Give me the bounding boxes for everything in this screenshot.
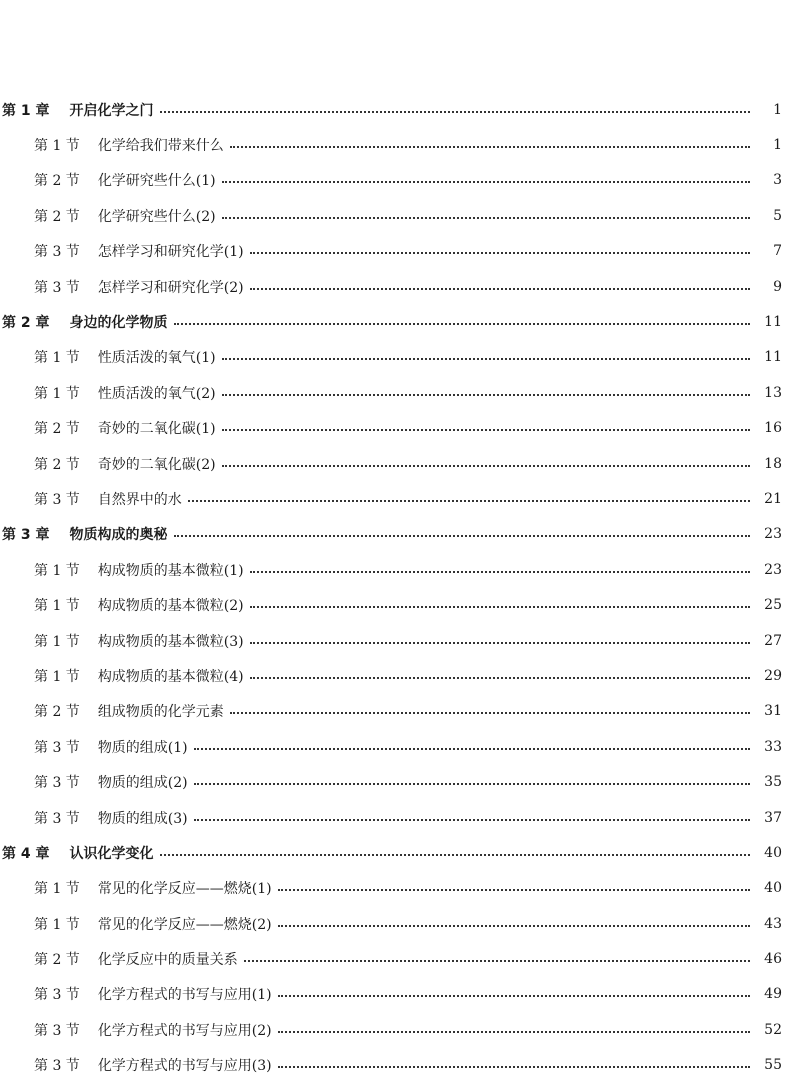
dot-leader [250, 606, 750, 608]
dot-leader [188, 500, 750, 502]
toc-section-row[interactable] [0, 481, 790, 516]
toc-entry-number: 第 2 节 [34, 208, 80, 225]
toc-page-number: 40 [764, 880, 782, 897]
toc-entry-title: 奇妙的二氧化碳(2) [97, 456, 216, 473]
toc-entry-title: 怎样学习和研究化学(2) [97, 279, 244, 296]
toc-section-row[interactable] [0, 977, 790, 1012]
toc-entry-number: 第 3 节 [34, 1022, 80, 1039]
toc-entry-number: 第 1 章 [2, 102, 50, 119]
toc-page-number: 49 [764, 986, 782, 1003]
toc-page-number: 11 [764, 349, 782, 366]
toc-page-number: 1 [773, 137, 782, 154]
toc-entry-number: 第 1 节 [34, 881, 80, 898]
toc-entry-title: 构成物质的基本微粒(2) [97, 598, 244, 615]
toc-entry-title: 常见的化学反应——燃烧(1) [97, 881, 272, 898]
dot-leader [222, 429, 750, 431]
toc-entry-number: 第 2 节 [34, 173, 80, 190]
toc-entry-number: 第 1 节 [34, 138, 80, 155]
toc-entry-number: 第 3 节 [34, 810, 80, 827]
toc-page-number: 18 [764, 455, 782, 472]
toc-page-number: 37 [764, 809, 782, 826]
toc-entry-number: 第 1 节 [34, 350, 80, 367]
toc-chapter-row[interactable] [0, 835, 790, 870]
toc-entry-number: 第 3 节 [34, 279, 80, 296]
dot-leader [160, 111, 751, 113]
toc-entry-title: 性质活泼的氧气(2) [97, 385, 216, 402]
dot-leader [278, 1066, 750, 1068]
toc-entry-number: 第 2 节 [34, 704, 80, 721]
toc-section-row[interactable] [0, 658, 790, 693]
toc-page-number: 16 [764, 420, 782, 437]
dot-leader [230, 712, 750, 714]
toc-chapter-row[interactable] [0, 92, 790, 127]
toc-page-number: 31 [764, 703, 782, 720]
toc-page-number: 9 [773, 278, 782, 295]
toc-entry-title: 身边的化学物质 [69, 315, 168, 332]
toc-entry-number: 第 3 节 [34, 739, 80, 756]
toc-entry-title: 构成物质的基本微粒(3) [97, 633, 244, 650]
dot-leader [174, 323, 751, 325]
toc-section-row[interactable] [0, 764, 790, 799]
toc-entry-number: 第 2 节 [34, 421, 80, 438]
toc-entry-number: 第 3 节 [34, 1058, 80, 1075]
toc-page-number: 21 [764, 490, 782, 507]
toc-entry-title: 化学反应中的质量关系 [97, 952, 238, 969]
toc-page-number: 35 [764, 774, 782, 791]
toc-section-row[interactable] [0, 269, 790, 304]
toc-entry-number: 第 2 节 [34, 456, 80, 473]
dot-leader [222, 217, 750, 219]
dot-leader [222, 181, 750, 183]
toc-section-row[interactable] [0, 163, 790, 198]
dot-leader [194, 819, 750, 821]
dot-leader [194, 748, 750, 750]
toc-section-row[interactable] [0, 234, 790, 269]
toc-section-row[interactable] [0, 906, 790, 941]
toc-page-number: 46 [764, 951, 782, 968]
dot-leader [250, 252, 750, 254]
toc-section-row[interactable] [0, 800, 790, 835]
toc-page-number: 7 [773, 243, 782, 260]
toc-page-number: 25 [764, 597, 782, 614]
toc-entry-title: 物质构成的奥秘 [69, 527, 168, 544]
toc-entry-number: 第 4 章 [2, 845, 50, 862]
toc-entry-number: 第 1 节 [34, 916, 80, 933]
dot-leader [244, 960, 750, 962]
toc-entry-number: 第 1 节 [34, 598, 80, 615]
dot-leader [222, 358, 750, 360]
dot-leader [250, 677, 750, 679]
dot-leader [278, 925, 750, 927]
toc-section-row[interactable] [0, 941, 790, 976]
toc-section-row[interactable] [0, 871, 790, 906]
toc-entry-number: 第 3 节 [34, 244, 80, 261]
dot-leader [278, 1031, 750, 1033]
toc-entry-number: 第 1 节 [34, 668, 80, 685]
toc-entry-number: 第 3 章 [2, 527, 50, 544]
dot-leader [230, 146, 750, 148]
toc-chapter-row[interactable] [0, 304, 790, 339]
toc-section-row[interactable] [0, 198, 790, 233]
toc-entry-title: 化学方程式的书写与应用(2) [97, 1022, 272, 1039]
dot-leader [194, 783, 750, 785]
toc-entry-title: 化学研究些什么(1) [97, 173, 216, 190]
toc-page-number: 55 [764, 1057, 782, 1074]
toc-entry-number: 第 3 节 [34, 775, 80, 792]
toc-section-row[interactable] [0, 1048, 790, 1083]
dot-leader [250, 642, 750, 644]
toc-entry-title: 性质活泼的氧气(1) [97, 350, 216, 367]
toc-page-number: 40 [764, 844, 782, 861]
dot-leader [222, 465, 750, 467]
dot-leader [174, 535, 751, 537]
toc-section-row[interactable] [0, 340, 790, 375]
toc-entry-number: 第 3 节 [34, 491, 80, 508]
toc-section-row[interactable] [0, 587, 790, 622]
toc-entry-title: 认识化学变化 [69, 845, 154, 862]
toc-section-row[interactable] [0, 694, 790, 729]
table-of-contents [0, 92, 790, 1083]
toc-entry-title: 化学方程式的书写与应用(1) [97, 987, 272, 1004]
dot-leader [278, 889, 750, 891]
toc-entry-number: 第 3 节 [34, 987, 80, 1004]
toc-page-number: 27 [764, 632, 782, 649]
toc-entry-number: 第 1 节 [34, 633, 80, 650]
toc-chapter-row[interactable] [0, 517, 790, 552]
toc-page-number: 43 [764, 915, 782, 932]
toc-page-number: 52 [764, 1021, 782, 1038]
toc-entry-number: 第 1 节 [34, 385, 80, 402]
toc-entry-title: 化学给我们带来什么 [97, 138, 224, 155]
toc-page-number: 13 [764, 384, 782, 401]
toc-entry-title: 物质的组成(1) [97, 739, 188, 756]
toc-section-row[interactable] [0, 552, 790, 587]
toc-page-number: 29 [764, 667, 782, 684]
toc-entry-title: 自然界中的水 [97, 491, 182, 508]
toc-entry-number: 第 2 节 [34, 952, 80, 969]
toc-page-number: 3 [773, 172, 782, 189]
toc-entry-number: 第 1 节 [34, 562, 80, 579]
toc-entry-title: 构成物质的基本微粒(1) [97, 562, 244, 579]
toc-section-row[interactable] [0, 375, 790, 410]
toc-entry-title: 怎样学习和研究化学(1) [97, 244, 244, 261]
toc-section-row[interactable] [0, 623, 790, 658]
dot-leader [278, 995, 750, 997]
toc-entry-title: 化学研究些什么(2) [97, 208, 216, 225]
toc-entry-title: 物质的组成(3) [97, 810, 188, 827]
toc-entry-number: 第 2 章 [2, 315, 50, 332]
toc-section-row[interactable] [0, 446, 790, 481]
toc-entry-title: 组成物质的化学元素 [97, 704, 224, 721]
toc-section-row[interactable] [0, 411, 790, 446]
dot-leader [222, 394, 750, 396]
toc-section-row[interactable] [0, 127, 790, 162]
toc-entry-title: 常见的化学反应——燃烧(2) [97, 916, 272, 933]
dot-leader [250, 288, 750, 290]
toc-page-number: 33 [764, 738, 782, 755]
toc-page-number: 23 [764, 561, 782, 578]
dot-leader [160, 854, 751, 856]
toc-entry-title: 构成物质的基本微粒(4) [97, 668, 244, 685]
toc-section-row[interactable] [0, 729, 790, 764]
toc-entry-title: 奇妙的二氧化碳(1) [97, 421, 216, 438]
toc-page-number: 1 [773, 101, 782, 118]
dot-leader [250, 571, 750, 573]
toc-page-number: 5 [773, 207, 782, 224]
toc-entry-title: 物质的组成(2) [97, 775, 188, 792]
toc-page-number: 11 [764, 314, 782, 331]
toc-entry-title: 开启化学之门 [69, 102, 154, 119]
toc-page-number: 23 [764, 526, 782, 543]
toc-entry-title: 化学方程式的书写与应用(3) [97, 1058, 272, 1075]
toc-section-row[interactable] [0, 1012, 790, 1047]
